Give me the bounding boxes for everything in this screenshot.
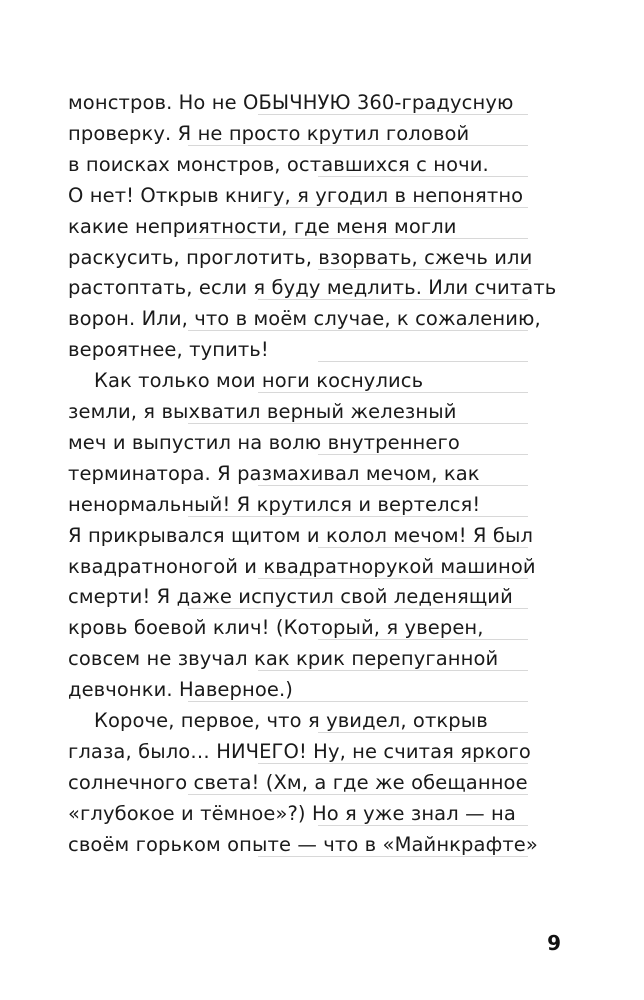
ruled-line <box>258 114 528 115</box>
text-line: проверку. Я не просто крутил головой <box>68 121 470 145</box>
ruled-line <box>258 856 528 857</box>
text-line: растоптать, если я буду медлить. Или считать <box>68 276 557 300</box>
ruled-line <box>188 238 528 239</box>
ruled-line <box>188 330 528 331</box>
ruled-line <box>318 547 528 548</box>
ruled-line <box>318 361 528 362</box>
text-line: Короче, первое, что я увидел, открыв <box>94 709 488 732</box>
ruled-line <box>318 825 528 826</box>
ruled-line <box>188 423 528 424</box>
text-line: меч и выпустил на волю внутреннего <box>68 430 460 454</box>
text-line: смерти! Я даже испустил свой леденящий <box>68 585 513 609</box>
ruled-line <box>258 485 528 486</box>
text-line: ненормальный! Я крутился и вертелся! <box>68 492 481 516</box>
text-line: раскусить, проглотить, взорвать, сжечь или <box>68 245 533 269</box>
text-line: «глубокое и тёмное»?) Но я уже знал — на <box>68 801 516 825</box>
text-line: солнечного света! (Хм, а где же обещанное <box>68 770 528 794</box>
ruled-line <box>188 516 528 517</box>
ruled-line <box>318 269 528 270</box>
text-line: Я прикрывался щитом и колол мечом! Я был <box>68 523 534 547</box>
text-line: глаза, было… НИЧЕГО! Ну, не считая яркого <box>68 739 531 763</box>
text-line: ворон. Или, что в моём случае, к сожалению, <box>68 307 541 331</box>
ruled-line <box>318 732 528 733</box>
ruled-line <box>258 299 528 300</box>
ruled-line <box>258 763 528 764</box>
text-line: монстров. Но не ОБЫЧНУЮ 360-градусную <box>68 91 514 114</box>
text-line: квадратноногой и квадратнорукой машиной <box>68 554 536 578</box>
ruled-line <box>318 639 528 640</box>
text-line: земли, я выхватил верный железный <box>68 400 457 423</box>
ruled-line <box>318 176 528 177</box>
ruled-line <box>188 794 528 795</box>
ruled-line <box>318 454 528 455</box>
ruled-line <box>258 392 528 393</box>
ruled-line <box>258 207 528 208</box>
ruled-line <box>188 145 528 146</box>
text-line: в поисках монстров, оставшихся с ночи. <box>68 152 489 176</box>
text-line: девчонки. Наверное.) <box>68 678 293 702</box>
text-line: О нет! Открыв книгу, я угодил в непонятно <box>68 183 524 207</box>
ruled-line <box>188 701 528 702</box>
ruled-line <box>188 608 528 609</box>
text-line: Как только мои ноги коснулись <box>94 369 424 393</box>
text-line: вероятнее, тупить! <box>68 338 269 362</box>
text-line: какие неприятности, где меня могли <box>68 214 457 238</box>
ruled-line <box>258 578 528 579</box>
ruled-line <box>258 670 528 671</box>
page-number: 9 <box>547 931 561 955</box>
text-line: своём горьком опыте — что в «Майнкрафте» <box>68 832 538 856</box>
text-line: терминатора. Я размахивал мечом, как <box>68 461 480 485</box>
text-line: кровь боевой клич! (Который, я уверен, <box>68 616 484 640</box>
text-line: совсем не звучал как крик перепуганной <box>68 647 499 671</box>
